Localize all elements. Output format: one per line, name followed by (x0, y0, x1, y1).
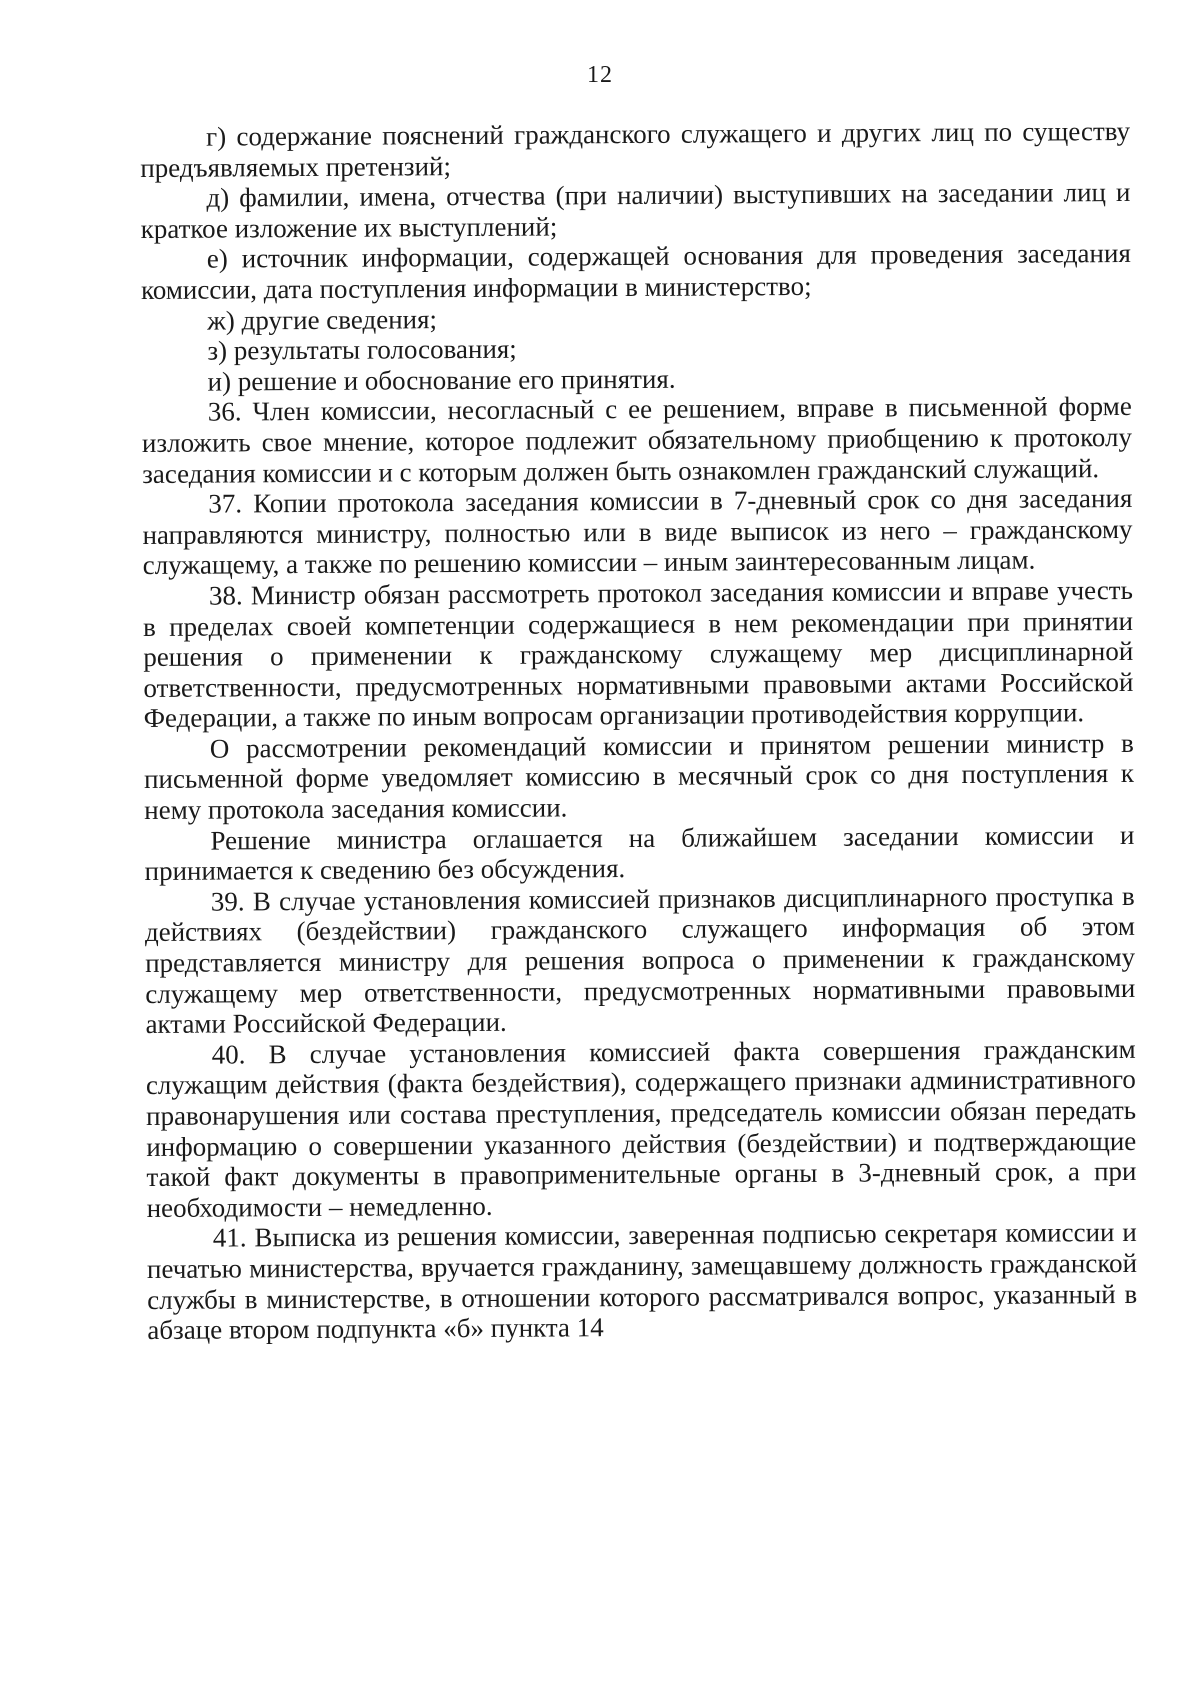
paragraph-item-d: д) фамилии, имена, отчества (при наличии) выступивших на заседании лиц и краткое изложение их выступлений; (140, 177, 1131, 244)
paragraph-clause-37: 37. Копии протокола заседания комиссии в 7-дневный срок со дня заседания направляются министру, полностью или в виде выписок из него – гражданскому служащему, а также по решению комиссии – иным заинтересованным лицам. (142, 483, 1133, 581)
paragraph-item-e: е) источник информации, содержащей основания для проведения заседания комиссии, дата поступления информации в министерство; (140, 238, 1131, 305)
paragraph-clause-39: 39. В случае установления комиссией признаков дисциплинарного проступка в действиях (бездействии) гражданского служащего информация об этом представляется министру для решения вопроса о применении к гражданскому служащему мер ответственности, предусмотренных нормативными правовыми актами Российской Федерации. (144, 880, 1136, 1040)
paragraph-clause-36: 36. Член комиссии, несогласный с ее решением, вправе в письменной форме изложить свое мнение, которое подлежит обязательному приобщению к протоколу заседания комиссии и с которым должен быть ознакомлен гражданский служащий. (141, 391, 1133, 489)
paragraph-clause-38-notice: О рассмотрении рекомендаций комиссии и принятом решении министр в письменной форме уведомляет комиссию в месячный срок со дня поступления к нему протокола заседания комиссии. (143, 727, 1135, 826)
page-number: 12 (587, 62, 613, 88)
paragraph-item-zh: ж) другие сведения; (207, 303, 438, 336)
paragraph-clause-41: 41. Выписка из решения комиссии, заверенная подписью секретаря комиссии и печатью министерства, вручается гражданину, замещавшему должность гражданской службы в министерстве, в отношении которого рассматривался вопрос, указанный в абзаце втором подпункта «б» пункта 14 (146, 1217, 1138, 1346)
paragraph-item-z: з) результаты голосования; (207, 333, 517, 366)
paragraph-clause-38-decision: Решение министра оглашается на ближайшем заседании комиссии и принимается к сведению без обсуждения. (144, 819, 1135, 887)
paragraph-item-g: г) содержание пояснений гражданского служащего и других лиц по существу предъявляемых претензий; (140, 115, 1131, 183)
document-body (140, 116, 1137, 1346)
paragraph-clause-40: 40. В случае установления комиссией факта совершения гражданским служащим действия (факта бездействия), содержащего признаки административного правонарушения или состава преступления, председатель комиссии обязан передать информацию о совершении указанного действия (бездействии) и подтверждающие такой факт документы в правоприменительные органы в 3-дневный срок, а при необходимости – немедленно. (145, 1033, 1137, 1223)
paragraph-item-i: и) решение и обоснование его принятия. (207, 363, 676, 397)
paragraph-clause-38: 38. Министр обязан рассмотреть протокол заседания комиссии и вправе учесть в пределах своей компетенции содержащиеся в нем рекомендации при принятии решения о применении к гражданскому служащему мер дисциплинарной ответственности, предусмотренных нормативными правовыми актами Российской Федерации, а также по иным вопросам организации противодействия коррупции. (142, 574, 1134, 734)
